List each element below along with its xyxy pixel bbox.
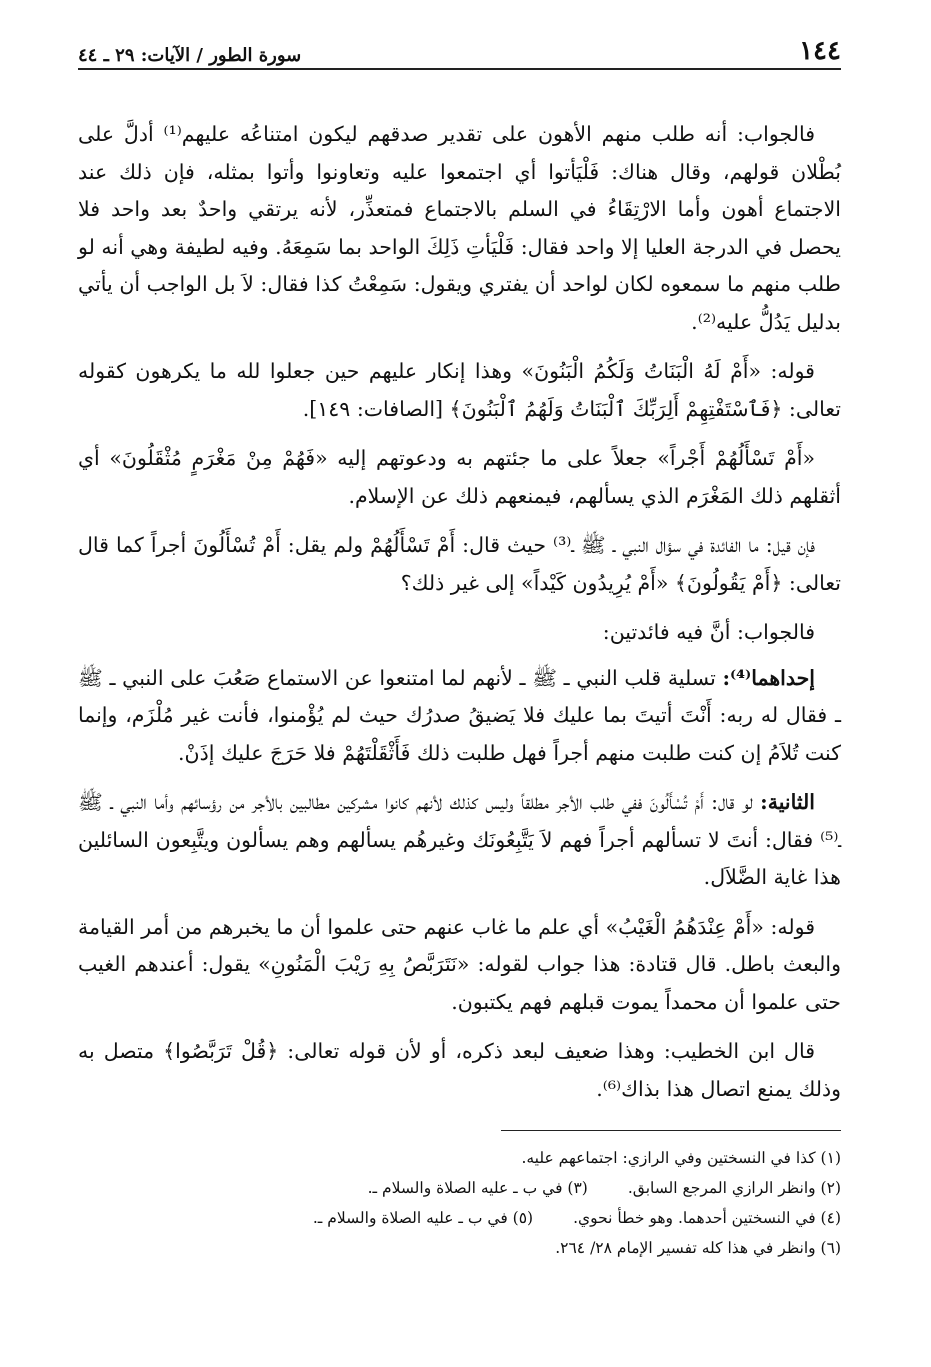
footnote: (٤) في النسختين أحدهما. وهو خطأ نحوي. <box>573 1209 841 1227</box>
paragraph <box>78 784 841 897</box>
paragraph: قال ابن الخطيب: وهذا ضعيف لبعد ذكره، أو لأن قوله تعالى: ﴿قُلْ تَرَبَّصُوا﴾ متصل به وذلك يمنع اتصال هذا بذاك⁽⁶⁾. <box>78 1039 841 1101</box>
footnote-row <box>78 1203 841 1233</box>
paragraph-text: لو قال: أَمْ تُسْأَلُونَ ففي طلب الأجر مطلقاً وليس كذلك لأنهم كانوا مشركين مطالبين بالأجر من رؤسائهم وأما النبي ـ ﷺ ـ⁽⁵⁾ فقال: أنتَ لا تسألهم أجراً فهم لاَ يَتَّبِعُونَك وغيرهُم يسألهم وهم يسألون ويتَّبِعون السائلين هذا غاية الضَّلاَل. <box>78 790 841 889</box>
running-title: سورة الطور / الآيات: ٢٩ ـ ٤٤ <box>78 45 302 66</box>
paragraph: «أَمْ تَسْأَلُهُمْ أَجْراً» جعلاً على ما جئتهم به ودعوتهم إليه «فَهُمْ مِنْ مَغْرَمٍ مُثْقَلُونَ» أي أثقلهم ذلك المَغْرَم الذي يسألهم، فيمنعهم ذلك عن الإسلام. <box>78 446 841 508</box>
paragraph: فالجواب: أنه طلب منهم الأهون على تقدير صدقهم ليكون امتناعُه عليهم⁽¹⁾ أدلَّ على بُطْلان قولهم، وقال هناك: فَلْيَأتوا أي اجتمعوا عليه وتعاونوا وأتوا بمثله، فإن ذلك عند الاجتماع أهون وأما الارْتِقَاءُ في السلم بالاجتماع فمتعذِّر، لأنه يرتقي واحدٌ بعد واحد فلا يحصل في الدرجة العليا إلا واحد فقال: فَلْيَأتِ ذَلِكَ الواحد بما سَمِعَهُ. وفيه لطيفة وهي أنه لو طلب منهم ما سمعوه لكان لواحد أن يفتري ويقول: سَمِعْتُ كذا فقال: لاَ بل الواجب أن يأتي بدليل يَدُلُّ عليه⁽²⁾. <box>78 122 841 334</box>
main-text <box>78 116 841 1108</box>
paragraph-text: تسلية قلب النبي ـ ﷺ ـ لأنهم لما امتنعوا عن الاستماع صَعُبَ على النبي ـ ﷺ ـ فقال له ربه: أَنْتَ أتيتَ بما عليك فلا يَضيقُ صدرُك حيث لم يُؤْمنوا، فأنت غير مُلْزَم، وإنما كنت تُلاَمُ إن كنت طلبت منهم أجراً فهل طلبت ذلك فَأَثْقَلْتَهُمْ فلا حَرَجَ عليك إذَنْ. <box>78 665 841 765</box>
footnote-divider <box>501 1130 841 1131</box>
footnote-row <box>78 1173 841 1203</box>
footnote: (١) كذا في النسختين وفي الرازي: اجتماعهم عليه. <box>521 1149 841 1167</box>
footnote: (٥) في ب ـ عليه الصلاة والسلام ـ. <box>312 1209 534 1227</box>
paragraph-lead: إحداهما⁽⁴⁾: <box>722 665 815 690</box>
footnote: (٣) في ب ـ عليه الصلاة والسلام ـ. <box>367 1179 588 1197</box>
page-header <box>78 34 841 70</box>
paragraph: قوله: «أَمْ لَهُ الْبَنَاتُ وَلَكُمُ الْبَنُونَ» وهذا إنكار عليهم حين جعلوا لله ما يكرهون كقوله تعالى: ﴿فَٱسْتَفْتِهِمْ أَلِرَبِّكَ ٱلْبَنَاتُ وَلَهُمُ ٱلْبَنُونَ﴾ [الصافات: ١٤٩]. <box>78 359 841 421</box>
paragraph-lead: الثانية: <box>760 790 815 814</box>
paragraph <box>78 660 841 773</box>
paragraph: فإن قيل: ما الفائدة في سؤال النبي ـ ﷺ ـ⁽³⁾ حيث قال: أَمْ تَسْأَلُهُمْ ولم يقل: أَمْ تُسْأَلُونَ أجراً كما قال تعالى: ﴿أَمْ يَقُولُونَ﴾ «أَمْ يُرِيدُون كَيْداً» إلى غير ذلك؟ <box>78 533 841 595</box>
footnote: (٦) وانظر في هذا كله تفسير الإمام ٢٨/ ٢٦٤. <box>555 1239 841 1257</box>
footnote: (٢) وانظر الرازي المرجع السابق. <box>627 1179 841 1197</box>
paragraph: قوله: «أَمْ عِنْدَهُمُ الْغَيْبُ» أي علم ما غاب عنهم حتى علموا أن ما يخبرهم من أمر القيامة والبعث باطل. قال قتادة: هذا جواب لقوله: «نَتَرَبَّصُ بِهِ رَيْبَ الْمَنُونِ» يقول: أعندهم الغيب حتى علموا أن محمداً يموت قبلهم فهم يكتبون. <box>78 914 841 1014</box>
paragraph: فالجواب: أنَّ فيه فائدتين: <box>602 620 815 644</box>
page-number: ١٤٤ <box>799 36 841 66</box>
footnotes <box>78 1143 841 1263</box>
